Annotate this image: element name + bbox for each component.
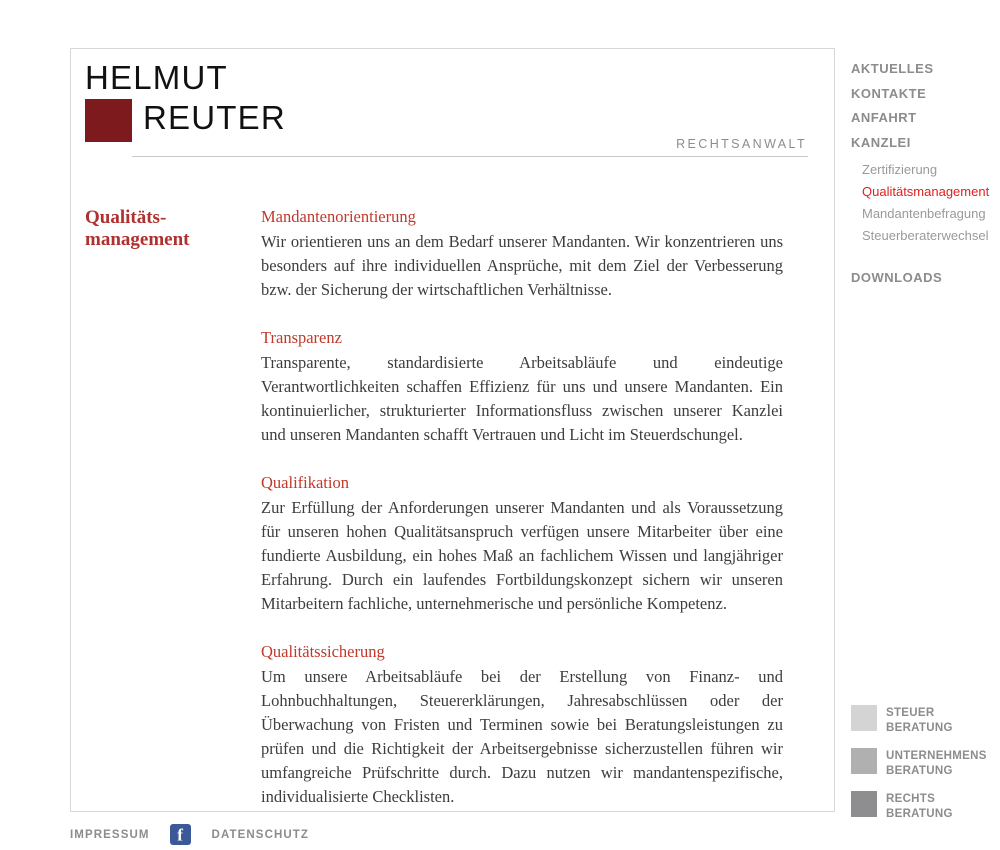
sidebar-item-kontakte[interactable]: KONTAKTE <box>851 85 927 101</box>
section-heading: Transparenz <box>261 328 342 347</box>
sidebar-item-aktuelles[interactable]: AKTUELLES <box>851 61 934 76</box>
facebook-icon[interactable] <box>170 824 191 845</box>
footer <box>70 824 309 845</box>
section-text: Wir orientieren uns an dem Bedarf unserer Mandanten. Wir konzentrieren uns besonders auf ihre individuellen Ansprüche, mit dem Ziel der Verbesserung bzw. der Sicherung der wirtschaftlichen Verhältnisse. <box>261 232 783 299</box>
sidebar-item-downloads[interactable]: DOWNLOADS <box>851 269 943 285</box>
article-body <box>261 207 783 809</box>
article <box>85 207 795 809</box>
section-heading: Qualitätssicherung <box>261 642 385 661</box>
article-section <box>261 642 783 809</box>
article-section <box>261 328 783 447</box>
sidebar-subitem-zertifizierung[interactable]: Zertifizierung <box>862 161 938 177</box>
badge-label-line2: BERATUNG <box>886 722 953 734</box>
logo-square-icon <box>85 99 132 142</box>
badge-label <box>886 748 987 779</box>
sidebar-sublist <box>851 159 1000 247</box>
header-tagline-row <box>132 137 808 157</box>
page-title-line2: management <box>85 229 190 250</box>
badge-label <box>886 705 953 736</box>
section-text: Zur Erfüllung der Anforderungen unserer Mandanten und als Voraussetzung für unseren hohen Qualitätsanspruch verfügen unsere Mitarbeiter über eine fundierte Ausbildung, ein hohes Maß an fachlichem Wissen und langjähriger Erfahrung. Durch ein laufendes Fortbildungskonzept sichern wir unseren Mitarbeitern fachliche, unternehmerische und persönliche Kompetenz. <box>261 498 783 613</box>
service-badge-steuerberatung[interactable] <box>851 705 1000 736</box>
badge-label <box>886 791 953 822</box>
service-badges <box>851 705 1000 822</box>
header-divider <box>132 156 808 157</box>
article-section <box>261 207 783 302</box>
badge-swatch-icon <box>851 791 877 817</box>
footer-link-datenschutz[interactable]: DATENSCHUTZ <box>211 828 310 841</box>
sidebar-subitem-mandantenbefragung[interactable]: Mandantenbefragung <box>862 205 986 221</box>
page-title-line1: Qualitäts- <box>85 207 167 228</box>
badge-swatch-icon <box>851 705 877 731</box>
logo-row-reuter <box>85 99 822 142</box>
article-section <box>261 473 783 616</box>
badge-label-line1: RECHTS <box>886 793 936 805</box>
sidebar-subitem-steuerberaterwechsel[interactable]: Steuerberaterwechsel <box>862 227 989 243</box>
content-panel <box>70 48 835 812</box>
sidebar-downloads-wrapper <box>851 266 1000 291</box>
sidebar-item-anfahrt[interactable]: ANFAHRT <box>851 110 917 126</box>
section-text: Um unsere Arbeitsabläufe bei der Erstellung von Finanz- und Lohnbuchhaltungen, Steuererklärungen, Jahresabschlüssen oder der Überwachung von Fristen und Terminen sowie bei Beratungsleistungen zu prüfen und die Richtigkeit der Arbeitsergebnisse sicherzustellen führen wir umfangreiche Prüfschritte durch. Dazu nutzen wir mandantenspezifische, individualisierte Checklisten. <box>261 667 783 806</box>
service-badge-rechtsberatung[interactable] <box>851 791 1000 822</box>
section-heading: Qualifikation <box>261 473 349 492</box>
logo-line-helmut: HELMUT <box>85 59 228 96</box>
section-text: Transparente, standardisierte Arbeitsabläufe und eindeutige Verantwortlichkeiten schaffen Effizienz für uns und unsere Mandanten. Ein kontinuierlicher, strukturierter Informationsfluss zwischen unserer Kanzlei und unseren Mandanten schafft Vertrauen und Licht im Steuerdschungel. <box>261 353 783 444</box>
page-title <box>85 207 250 251</box>
badge-label-line1: STEUER <box>886 707 935 719</box>
badge-swatch-icon <box>851 748 877 774</box>
service-badge-unternehmensberatung[interactable] <box>851 748 1000 779</box>
sidebar-item-kanzlei[interactable]: KANZLEI <box>851 135 911 151</box>
sidebar-navigation <box>851 57 1000 291</box>
footer-link-impressum[interactable]: IMPRESSUM <box>70 828 150 841</box>
logo-line-reuter: REUTER <box>143 99 286 136</box>
badge-label-line2: BERATUNG <box>886 765 953 777</box>
sidebar-subitem-qualitaetsmanagement[interactable]: Qualitätsmanagement <box>862 183 990 199</box>
badge-label-line1: UNTERNEHMENS <box>886 750 987 762</box>
header-tagline: RECHTSANWALT <box>676 137 807 151</box>
badge-label-line2: BERATUNG <box>886 808 953 820</box>
section-heading: Mandantenorientierung <box>261 207 416 226</box>
facebook-glyph: f <box>177 825 183 844</box>
